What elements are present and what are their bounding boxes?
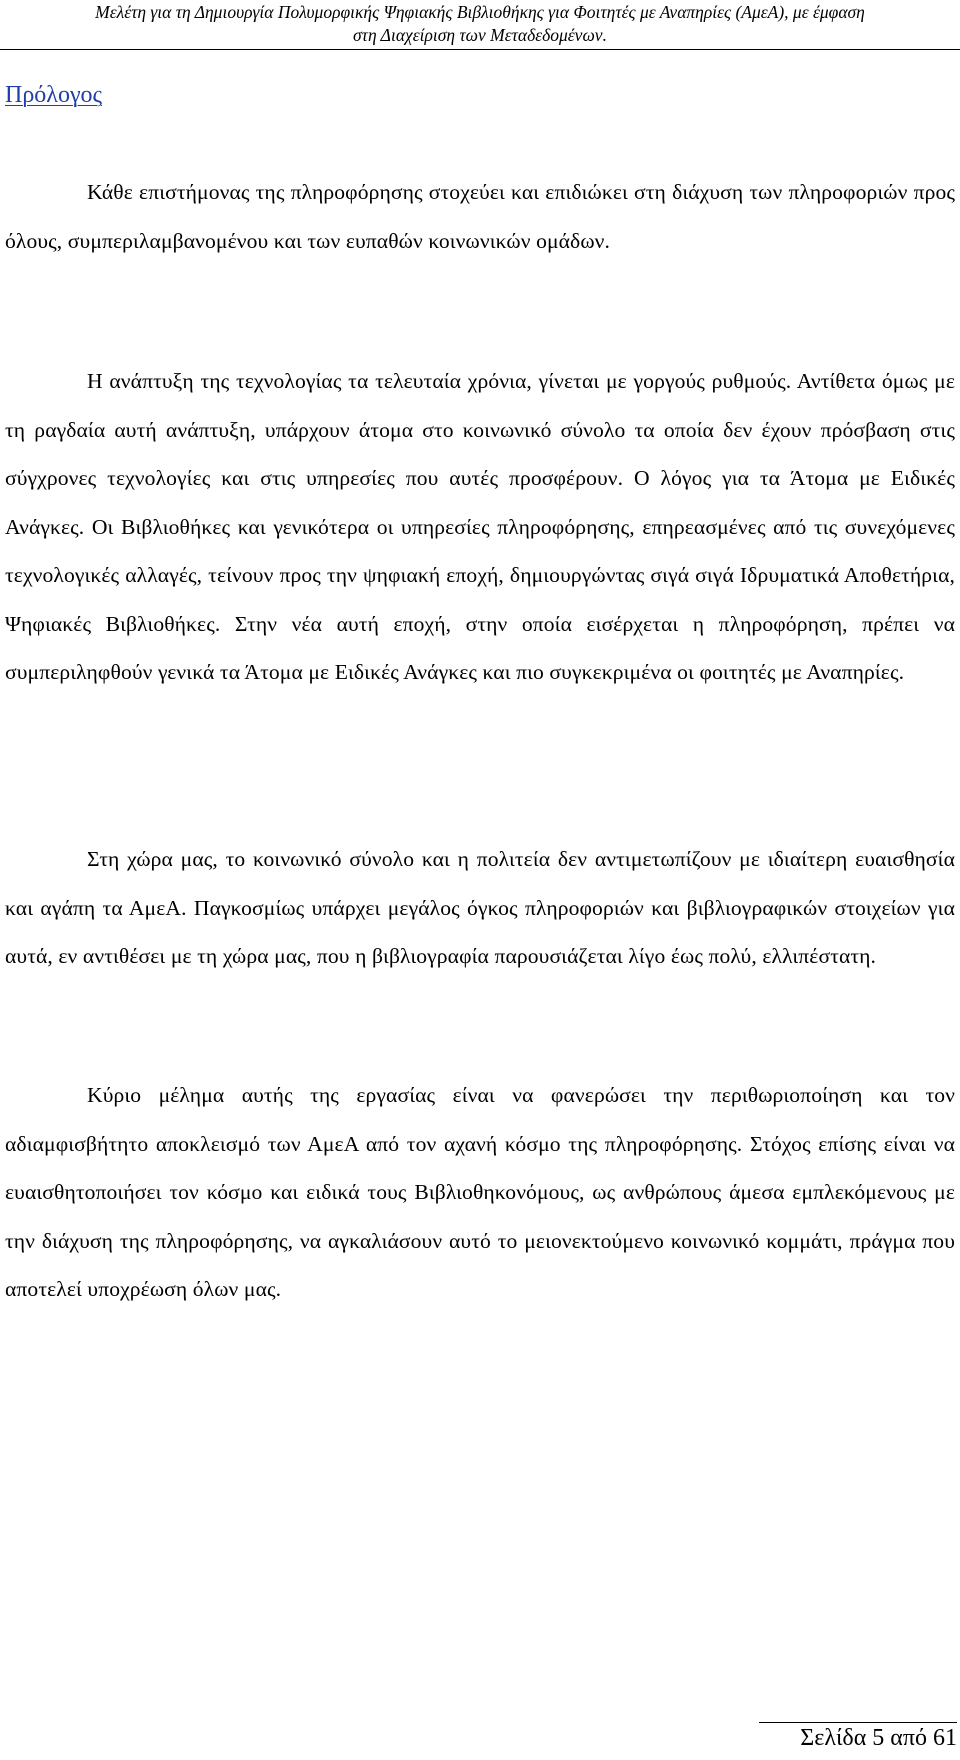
paragraph-3: Στη χώρα μας, το κοινωνικό σύνολο και η πολιτεία δεν αντιμετωπίζουν με ιδιαίτερη ευαισθησία και αγάπη τα ΑμεΑ. Παγκοσμίως υπάρχει μεγάλος όγκος πληροφοριών και βιβλιογραφικών στοιχείων για αυτά, εν αντιθέσει με τη χώρα μας, που η βιβλιογραφία παρουσιάζεται λίγο έως πολύ, ελλιπέστατη. (5, 847, 955, 968)
running-header (0, 0, 960, 50)
running-header-line-2: στη Διαχείριση των Μεταδεδομένων. (353, 25, 607, 45)
header-divider (0, 49, 960, 50)
running-header-line-1: Μελέτη για τη Δημιουργία Πολυμορφικής Ψηφιακής Βιβλιοθήκης για Φοιτητές με Αναπηρίες (ΑμεΑ), με έμφαση (95, 2, 865, 22)
paragraph-1: Κάθε επιστήμονας της πληροφόρησης στοχεύει και επιδιώκει στη διάχυση των πληροφοριών προς όλους, συμπεριλαμβανομένου και των ευπαθών κοινωνικών ομάδων. (5, 180, 955, 253)
paragraph-4: Κύριο μέλημα αυτής της εργασίας είναι να φανερώσει την περιθωριοποίηση και τον αδιαμφισβήτητο αποκλεισμό των ΑμεΑ από τον αχανή κόσμο της πληροφόρησης. Στόχος επίσης είναι να ευαισθητοποιήσει τον κόσμο και ειδικά τους Βιβλιοθηκονόμους, ως ανθρώπους άμεσα εμπλεκόμενους με την διάχυση της πληροφόρησης, να αγκαλιάσουν αυτό το μειονεκτούμενο κοινωνικό κομμάτι, πράγμα που αποτελεί υποχρέωση όλων μας. (5, 1083, 955, 1301)
page-number-footer: Σελίδα 5 από 61 (759, 1722, 957, 1753)
paragraph-2: Η ανάπτυξη της τεχνολογίας τα τελευταία χρόνια, γίνεται με γοργούς ρυθμούς. Αντίθετα όμως με τη ραγδαία αυτή ανάπτυξη, υπάρχουν άτομα στο κοινωνικό σύνολο τα οποία δεν έχουν πρόσβαση στις σύγχρονες τεχνολογίες και στις υπηρεσίες που αυτές προσφέρουν. Ο λόγος για τα Άτομα με Ειδικές Ανάγκες. Οι Βιβλιοθήκες και γενικότερα οι υπηρεσίες πληροφόρησης, επηρεασμένες από τις συνεχόμενες τεχνολογικές αλλαγές, τείνουν προς την ψηφιακή εποχή, δημιουργώντας σιγά σιγά Ιδρυματικά Αποθετήρια, Ψηφιακές Βιβλιοθήκες. Στην νέα αυτή εποχή, στην οποία εισέρχεται η πληροφόρηση, πρέπει να συμπεριληφθούν γενικά τα Άτομα με Ειδικές Ανάγκες και πιο συγκεκριμένα οι φοιτητές με Αναπηρίες. (5, 369, 955, 684)
section-heading[interactable]: Πρόλογος (5, 82, 103, 108)
